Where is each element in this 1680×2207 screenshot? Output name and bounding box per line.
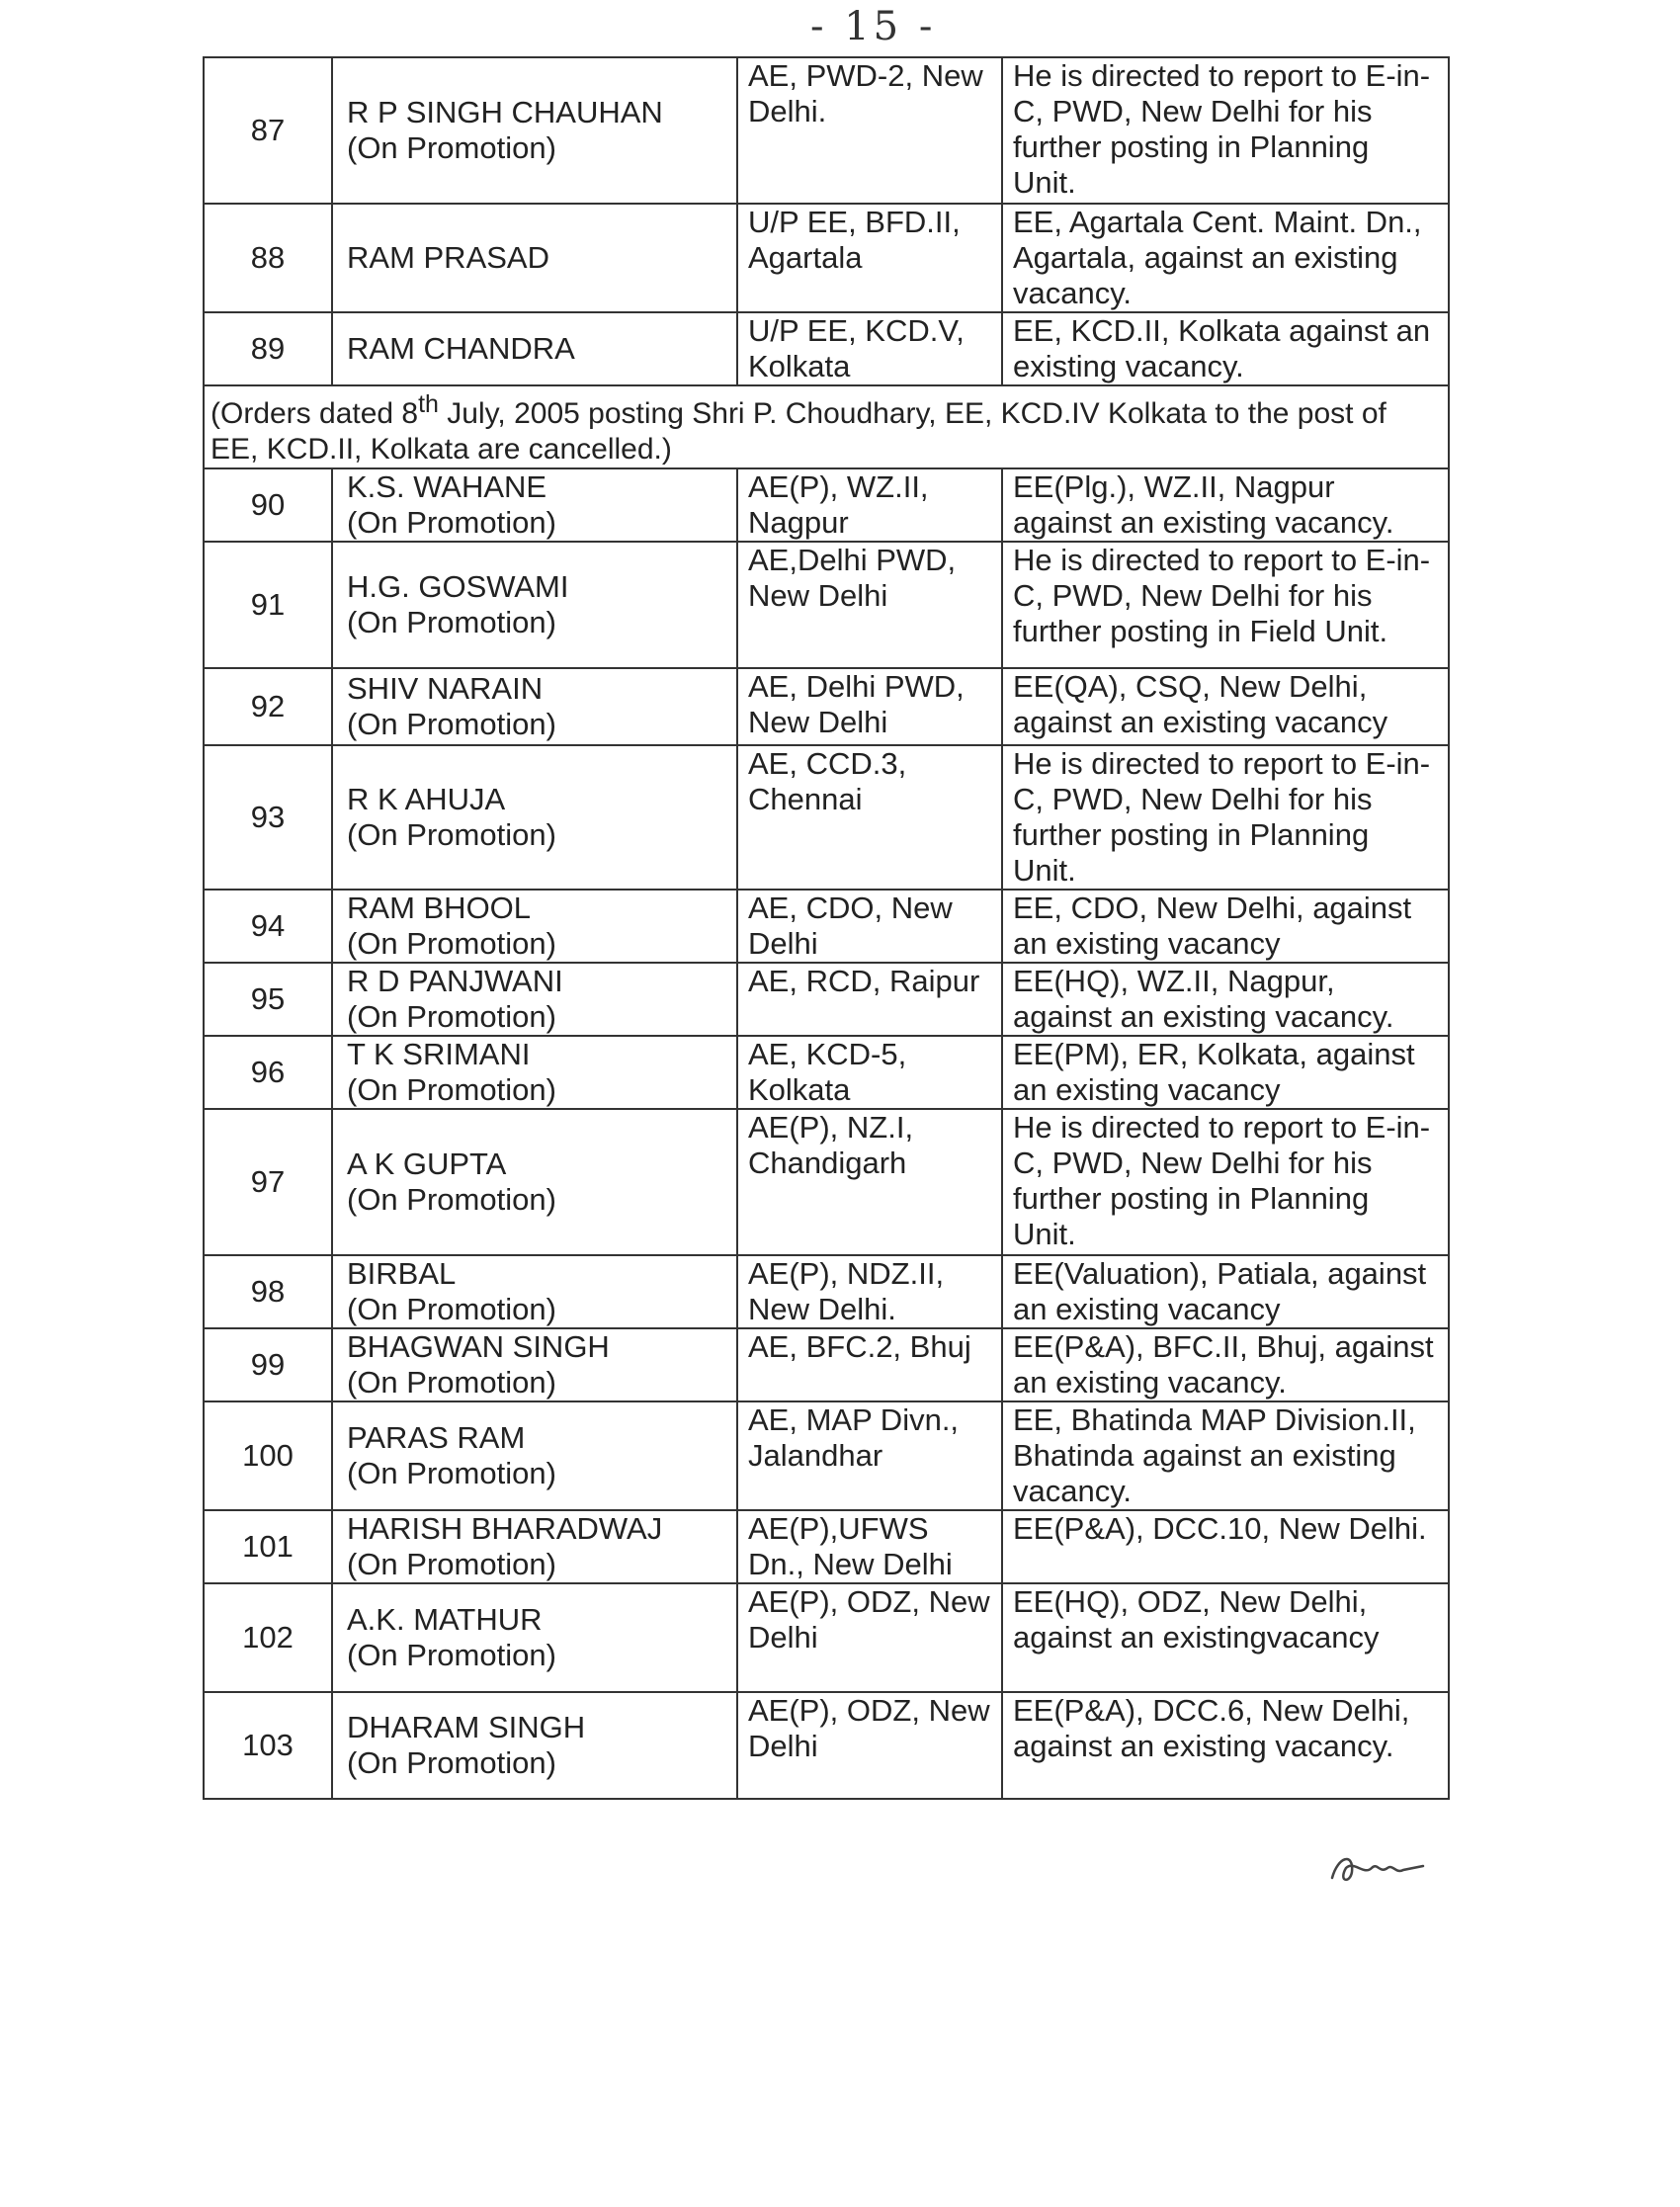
officer-cell [332, 1583, 737, 1692]
officer-name: PARAS RAM [347, 1420, 526, 1455]
serial-number: 102 [204, 1583, 332, 1692]
table-row [204, 1510, 1449, 1583]
new-posting: EE(HQ), WZ.II, Nagpur, against an existing vacancy. [1002, 963, 1449, 1036]
table-row [204, 1255, 1449, 1328]
promotion-note: (On Promotion) [347, 707, 556, 741]
officer-name: R P SINGH CHAUHAN [347, 95, 663, 129]
present-posting: AE(P), NZ.I, Chandigarh [737, 1109, 1002, 1255]
table-row [204, 1692, 1449, 1799]
present-posting: AE, Delhi PWD, New Delhi [737, 668, 1002, 745]
officer-cell [332, 312, 737, 385]
serial-number: 94 [204, 890, 332, 963]
serial-number: 96 [204, 1036, 332, 1109]
present-posting: U/P EE, BFD.II, Agartala [737, 204, 1002, 312]
present-posting: AE, PWD-2, New Delhi. [737, 57, 1002, 204]
cancellation-note-row [204, 385, 1449, 468]
promotion-note: (On Promotion) [347, 1638, 556, 1672]
promotion-note: (On Promotion) [347, 605, 556, 639]
promotion-note: (On Promotion) [347, 130, 556, 165]
new-posting: EE, Bhatinda MAP Division.II, Bhatinda against an existing vacancy. [1002, 1401, 1449, 1510]
officer-cell [332, 1328, 737, 1401]
present-posting: AE(P), ODZ, New Delhi [737, 1583, 1002, 1692]
table-row [204, 1328, 1449, 1401]
table-row [204, 312, 1449, 385]
present-posting: AE(P), ODZ, New Delhi [737, 1692, 1002, 1799]
officer-name: SHIV NARAIN [347, 671, 544, 706]
officer-name: RAM CHANDRA [347, 331, 575, 366]
table-row [204, 468, 1449, 542]
promotion-note: (On Promotion) [347, 1292, 556, 1326]
serial-number: 92 [204, 668, 332, 745]
present-posting: AE,Delhi PWD, New Delhi [737, 542, 1002, 668]
table-row [204, 963, 1449, 1036]
officer-name: T K SRIMANI [347, 1037, 531, 1071]
officer-name: H.G. GOSWAMI [347, 569, 569, 604]
officer-cell [332, 204, 737, 312]
new-posting: EE(QA), CSQ, New Delhi, against an existing vacancy [1002, 668, 1449, 745]
serial-number: 88 [204, 204, 332, 312]
promotion-note: (On Promotion) [347, 1182, 556, 1217]
serial-number: 91 [204, 542, 332, 668]
officer-cell [332, 542, 737, 668]
table-row [204, 1036, 1449, 1109]
officer-cell [332, 668, 737, 745]
table-row [204, 57, 1449, 204]
new-posting: EE(PM), ER, Kolkata, against an existing vacancy [1002, 1036, 1449, 1109]
present-posting: AE, BFC.2, Bhuj [737, 1328, 1002, 1401]
officer-name: DHARAM SINGH [347, 1710, 586, 1744]
officer-cell [332, 963, 737, 1036]
officer-cell [332, 745, 737, 890]
officer-cell [332, 1510, 737, 1583]
new-posting: He is directed to report to E-in-C, PWD, New Delhi for his further posting in Planning Unit. [1002, 1109, 1449, 1255]
officer-name: K.S. WAHANE [347, 469, 547, 504]
promotion-note: (On Promotion) [347, 1456, 556, 1490]
present-posting: AE, CCD.3, Chennai [737, 745, 1002, 890]
present-posting: AE, RCD, Raipur [737, 963, 1002, 1036]
officer-cell [332, 1036, 737, 1109]
promotion-note: (On Promotion) [347, 1072, 556, 1107]
officer-cell [332, 57, 737, 204]
table-row [204, 890, 1449, 963]
posting-orders-table [203, 56, 1450, 1800]
new-posting: EE(HQ), ODZ, New Delhi, against an existingvacancy [1002, 1583, 1449, 1692]
table-body-part-a [204, 57, 1449, 385]
table-row [204, 204, 1449, 312]
new-posting: He is directed to report to E-in-C, PWD, New Delhi for his further posting in Planning Unit. [1002, 57, 1449, 204]
new-posting: EE, Agartala Cent. Maint. Dn., Agartala, against an existing vacancy. [1002, 204, 1449, 312]
signature-initials [1324, 1838, 1433, 1898]
officer-cell [332, 1401, 737, 1510]
promotion-note: (On Promotion) [347, 1365, 556, 1400]
present-posting: AE, CDO, New Delhi [737, 890, 1002, 963]
new-posting: EE(Valuation), Patiala, against an existing vacancy [1002, 1255, 1449, 1328]
officer-cell [332, 890, 737, 963]
officer-name: RAM BHOOL [347, 891, 532, 925]
table-row [204, 1109, 1449, 1255]
officer-name: R K AHUJA [347, 782, 506, 816]
officer-name: HARISH BHARADWAJ [347, 1511, 663, 1546]
officer-name: BHAGWAN SINGH [347, 1329, 610, 1364]
promotion-note: (On Promotion) [347, 1547, 556, 1581]
present-posting: U/P EE, KCD.V, Kolkata [737, 312, 1002, 385]
officer-name: A.K. MATHUR [347, 1602, 543, 1637]
table-row [204, 668, 1449, 745]
officer-cell [332, 1255, 737, 1328]
officer-cell [332, 468, 737, 542]
new-posting: EE(P&A), BFC.II, Bhuj, against an existing vacancy. [1002, 1328, 1449, 1401]
new-posting: EE, CDO, New Delhi, against an existing vacancy [1002, 890, 1449, 963]
new-posting: EE(Plg.), WZ.II, Nagpur against an existing vacancy. [1002, 468, 1449, 542]
serial-number: 103 [204, 1692, 332, 1799]
table-row [204, 1401, 1449, 1510]
officer-name: BIRBAL [347, 1256, 457, 1291]
promotion-note: (On Promotion) [347, 926, 556, 961]
new-posting: EE, KCD.II, Kolkata against an existing vacancy. [1002, 312, 1449, 385]
table-row [204, 542, 1449, 668]
table-body-note [204, 385, 1449, 468]
serial-number: 95 [204, 963, 332, 1036]
officer-name: RAM PRASAD [347, 240, 549, 275]
officer-name: A K GUPTA [347, 1146, 507, 1181]
officer-name: R D PANJWANI [347, 964, 563, 998]
officer-cell [332, 1109, 737, 1255]
serial-number: 93 [204, 745, 332, 890]
serial-number: 97 [204, 1109, 332, 1255]
serial-number: 87 [204, 57, 332, 204]
table-body-part-b [204, 468, 1449, 1799]
promotion-note: (On Promotion) [347, 999, 556, 1034]
new-posting: He is directed to report to E-in-C, PWD, New Delhi for his further posting in Planning Unit. [1002, 745, 1449, 890]
new-posting: EE(P&A), DCC.10, New Delhi. [1002, 1510, 1449, 1583]
present-posting: AE, MAP Divn., Jalandhar [737, 1401, 1002, 1510]
present-posting: AE(P),UFWS Dn., New Delhi [737, 1510, 1002, 1583]
serial-number: 90 [204, 468, 332, 542]
promotion-note: (On Promotion) [347, 1745, 556, 1780]
page-number: - 15 - [810, 4, 937, 49]
serial-number: 99 [204, 1328, 332, 1401]
present-posting: AE, KCD-5, Kolkata [737, 1036, 1002, 1109]
serial-number: 89 [204, 312, 332, 385]
promotion-note: (On Promotion) [347, 505, 556, 540]
officer-cell [332, 1692, 737, 1799]
new-posting: He is directed to report to E-in-C, PWD, New Delhi for his further posting in Field Unit. [1002, 542, 1449, 668]
present-posting: AE(P), NDZ.II, New Delhi. [737, 1255, 1002, 1328]
serial-number: 98 [204, 1255, 332, 1328]
new-posting: EE(P&A), DCC.6, New Delhi, against an existing vacancy. [1002, 1692, 1449, 1799]
serial-number: 100 [204, 1401, 332, 1510]
promotion-note: (On Promotion) [347, 817, 556, 852]
table-row [204, 1583, 1449, 1692]
cancellation-note: (Orders dated 8th July, 2005 posting Shri P. Choudhary, EE, KCD.IV Kolkata to the post of EE, KCD.II, Kolkata are cancelled.) [204, 385, 1449, 468]
serial-number: 101 [204, 1510, 332, 1583]
present-posting: AE(P), WZ.II, Nagpur [737, 468, 1002, 542]
table-row [204, 745, 1449, 890]
